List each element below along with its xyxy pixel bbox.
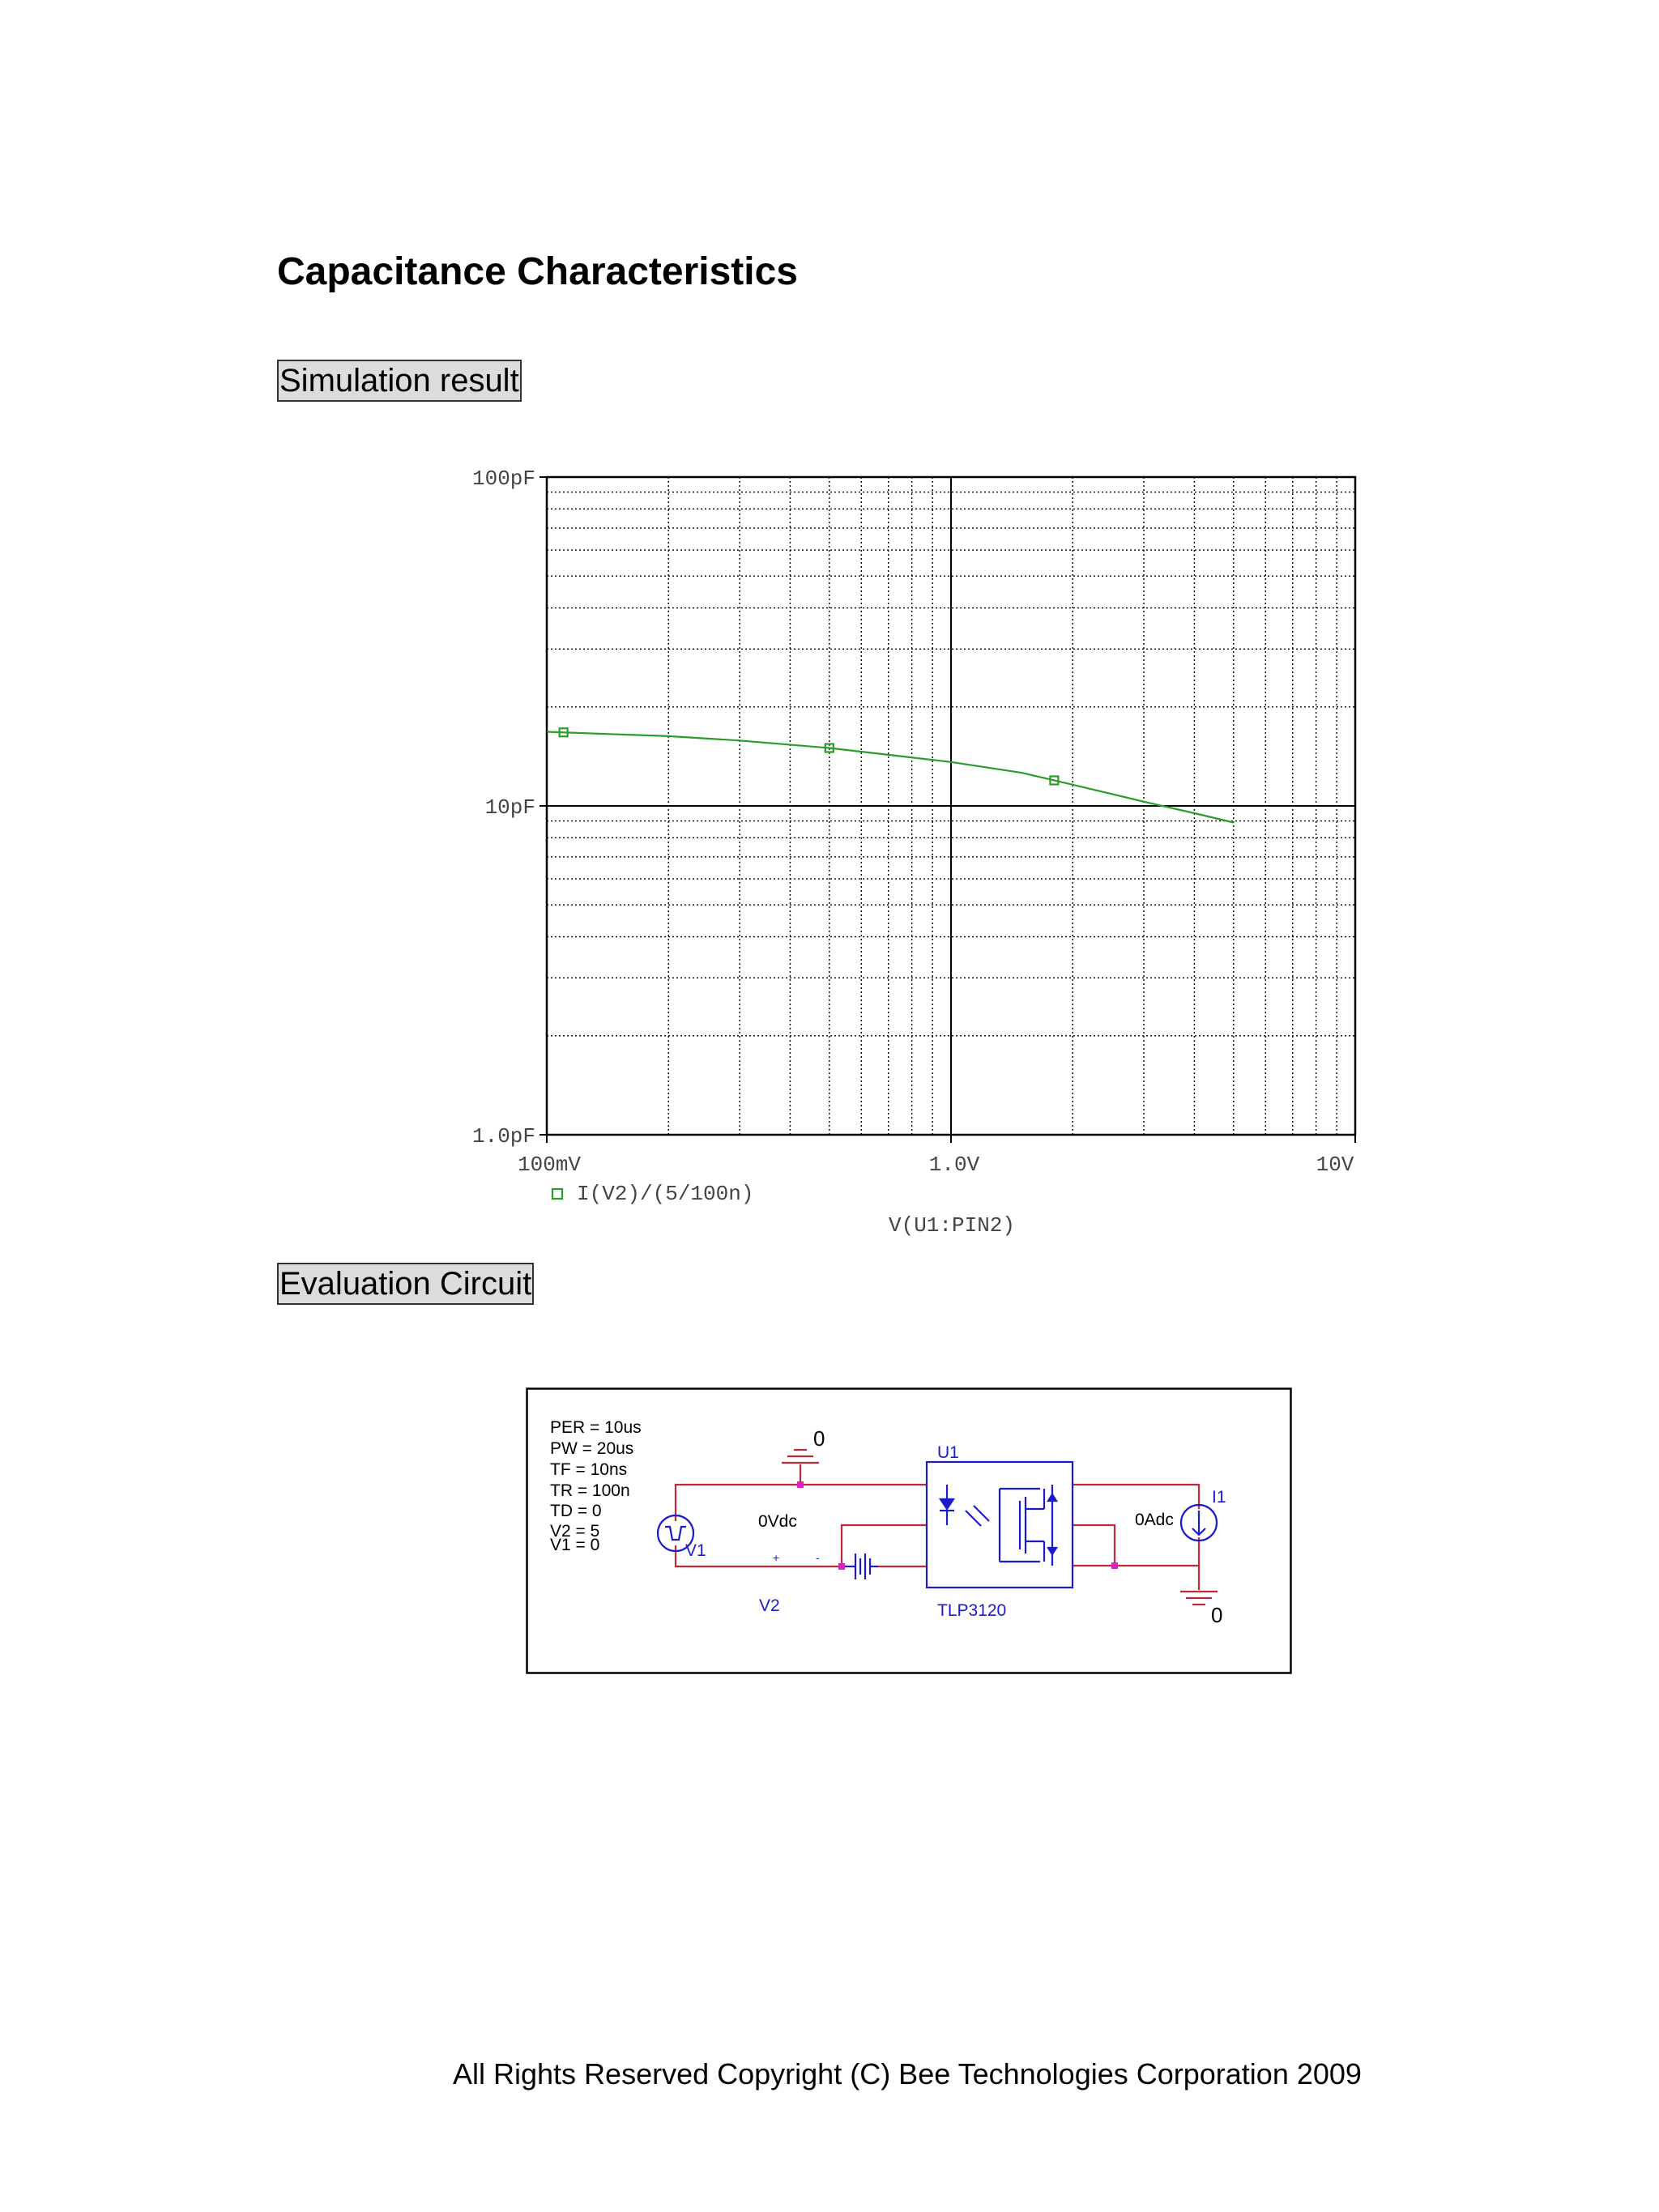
v1-label: V1 bbox=[685, 1541, 706, 1560]
i1-value: 0Adc bbox=[1135, 1511, 1174, 1529]
y-tick-label-10pF: 10pF bbox=[484, 795, 535, 820]
schematic-frame bbox=[527, 1389, 1291, 1673]
i1-label: I1 bbox=[1212, 1488, 1226, 1507]
param-per: PER = 10us bbox=[550, 1418, 642, 1437]
ground-label-bottom: 0 bbox=[1211, 1603, 1223, 1627]
x-tick-label-100mV: 100mV bbox=[517, 1153, 582, 1177]
evaluation-circuit-label: Evaluation Circuit bbox=[277, 1263, 534, 1305]
x-tick-label-10V: 10V bbox=[1316, 1153, 1354, 1177]
page-title: Capacitance Characteristics bbox=[277, 250, 798, 293]
param-td: TD = 0 bbox=[550, 1502, 602, 1520]
u1-part-number: TLP3120 bbox=[937, 1601, 1007, 1620]
y-tick-label-1pF: 1.0pF bbox=[471, 1124, 535, 1149]
chart-ticks bbox=[539, 477, 1355, 1143]
param-v2: V2 = 5 bbox=[550, 1522, 600, 1541]
u1-label: U1 bbox=[937, 1443, 959, 1462]
series-line bbox=[547, 732, 1234, 823]
y-tick-label-100pF: 100pF bbox=[471, 467, 535, 491]
v2-value: 0Vdc bbox=[758, 1512, 797, 1531]
v2-label: V2 bbox=[759, 1596, 780, 1615]
junction-dot bbox=[838, 1563, 845, 1570]
x-axis-label: V(U1:PIN2) bbox=[888, 1213, 1016, 1238]
simulation-result-label: Simulation result bbox=[277, 360, 522, 402]
junction-dot bbox=[797, 1481, 804, 1488]
v2-minus-sign: - bbox=[816, 1551, 820, 1564]
param-tf: TF = 10ns bbox=[550, 1460, 628, 1479]
param-pw: PW = 20us bbox=[550, 1439, 634, 1458]
evaluation-circuit-schematic bbox=[526, 1387, 1292, 1674]
chart-grid bbox=[547, 477, 1355, 1135]
x-tick-label-1V: 1.0V bbox=[928, 1153, 980, 1177]
copyright-footer: All Rights Reserved Copyright (C) Bee Technologies Corporation 2009 bbox=[453, 2057, 1362, 2091]
legend-label: I(V2)/(5/100n) bbox=[577, 1182, 754, 1206]
junction-dot bbox=[1111, 1562, 1118, 1569]
param-v1: V1 = 0 bbox=[550, 1536, 600, 1554]
ground-label-top: 0 bbox=[813, 1426, 825, 1451]
v2-plus-sign: + bbox=[773, 1551, 780, 1564]
legend-marker bbox=[552, 1189, 562, 1199]
series-markers bbox=[560, 728, 1059, 784]
param-tr: TR = 100n bbox=[550, 1481, 630, 1500]
